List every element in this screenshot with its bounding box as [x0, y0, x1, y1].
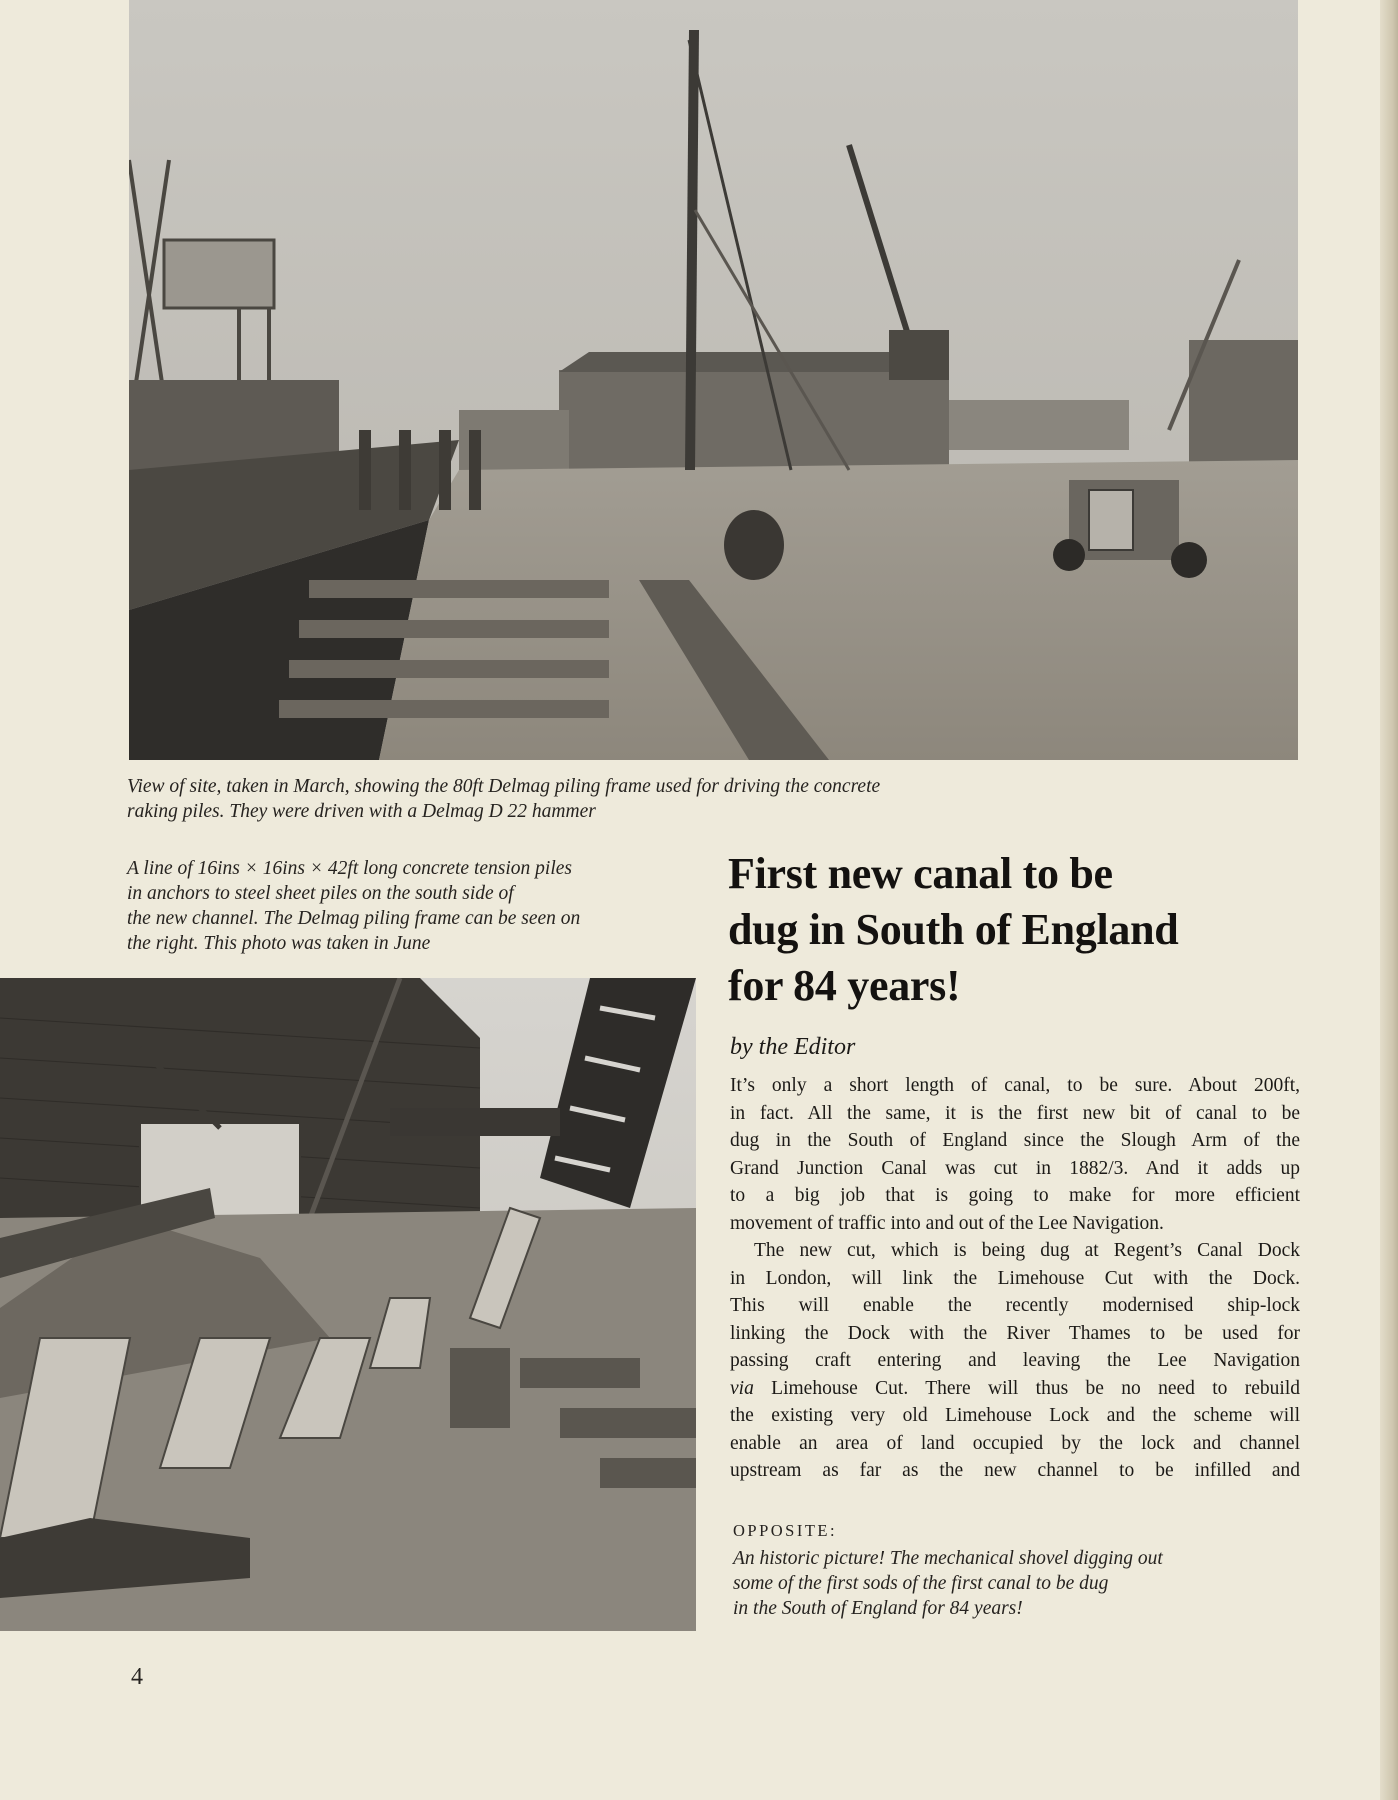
caption-line: in the South of England for 84 years! — [733, 1598, 1023, 1619]
body-line: Grand Junction Canal was cut in 1882/3. And it adds up — [730, 1157, 1300, 1179]
caption-line: the new channel. The Delmag piling frame can be seen on — [127, 908, 581, 929]
body-line: linking the Dock with the River Thames to be used for — [730, 1322, 1300, 1344]
caption-line: View of site, taken in March, showing the 80ft Delmag piling frame used for driving the concrete — [127, 776, 881, 797]
page-number: 4 — [131, 1664, 143, 1690]
body-line: upstream as far as the new channel to be infilled and — [730, 1460, 1300, 1481]
headline-line: dug in South of England — [728, 905, 1179, 954]
body-line: This will enable the recently modernised ship-lock — [730, 1295, 1300, 1316]
caption-line: A line of 16ins × 16ins × 42ft long concrete tension piles — [127, 858, 572, 879]
body-line: the existing very old Limehouse Lock and the scheme will — [730, 1405, 1300, 1426]
caption-line: raking piles. They were driven with a Delmag D 22 hammer — [127, 801, 596, 822]
body-line: The new cut, which is being dug at Regent’s Canal Dock — [754, 1240, 1300, 1261]
body-line: in fact. All the same, it is the first new bit of canal to be — [730, 1102, 1300, 1124]
body-line: enable an area of land occupied by the lock and channel — [730, 1432, 1300, 1454]
opposite-label: OPPOSITE: — [733, 1521, 838, 1540]
caption-line: the right. This photo was taken in June — [127, 933, 431, 954]
body-line: via Limehouse Cut. There will thus be no need to rebuild — [730, 1377, 1300, 1399]
caption-line: in anchors to steel sheet piles on the south side of — [127, 883, 514, 904]
caption-tension-piles — [127, 856, 697, 956]
article-headline — [728, 846, 1348, 1014]
body-line: dug in the South of England since the Slough Arm of the — [730, 1130, 1300, 1151]
body-line: passing craft entering and leaving the Lee Navigation — [730, 1350, 1300, 1371]
body-line: to a big job that is going to make for more efficient — [730, 1185, 1300, 1206]
caption-line: some of the first sods of the first canal to be dug — [733, 1573, 1109, 1594]
headline-line: First new canal to be — [728, 849, 1113, 898]
headline-line: for 84 years! — [728, 961, 961, 1010]
body-line: movement of traffic into and out of the Lee Navigation. — [730, 1212, 1164, 1234]
article-paragraph — [730, 1237, 1300, 1485]
page-edge — [1380, 0, 1398, 1800]
caption-opposite — [733, 1546, 1353, 1621]
photo-piling-frame-site — [129, 0, 1298, 760]
byline: by the Editor — [730, 1034, 856, 1060]
article-paragraph — [730, 1072, 1300, 1237]
caption-top-photo — [127, 774, 1127, 824]
caption-line: An historic picture! The mechanical shovel digging out — [733, 1548, 1163, 1569]
photo-tension-piles-image — [0, 978, 696, 1631]
body-line: It’s only a short length of canal, to be sure. About 200ft, — [730, 1075, 1300, 1096]
article-body — [730, 1072, 1300, 1485]
photo-piling-frame-image — [129, 0, 1298, 760]
body-line: in London, will link the Limehouse Cut with the Dock. — [730, 1267, 1300, 1289]
photo-tension-piles — [0, 978, 696, 1631]
